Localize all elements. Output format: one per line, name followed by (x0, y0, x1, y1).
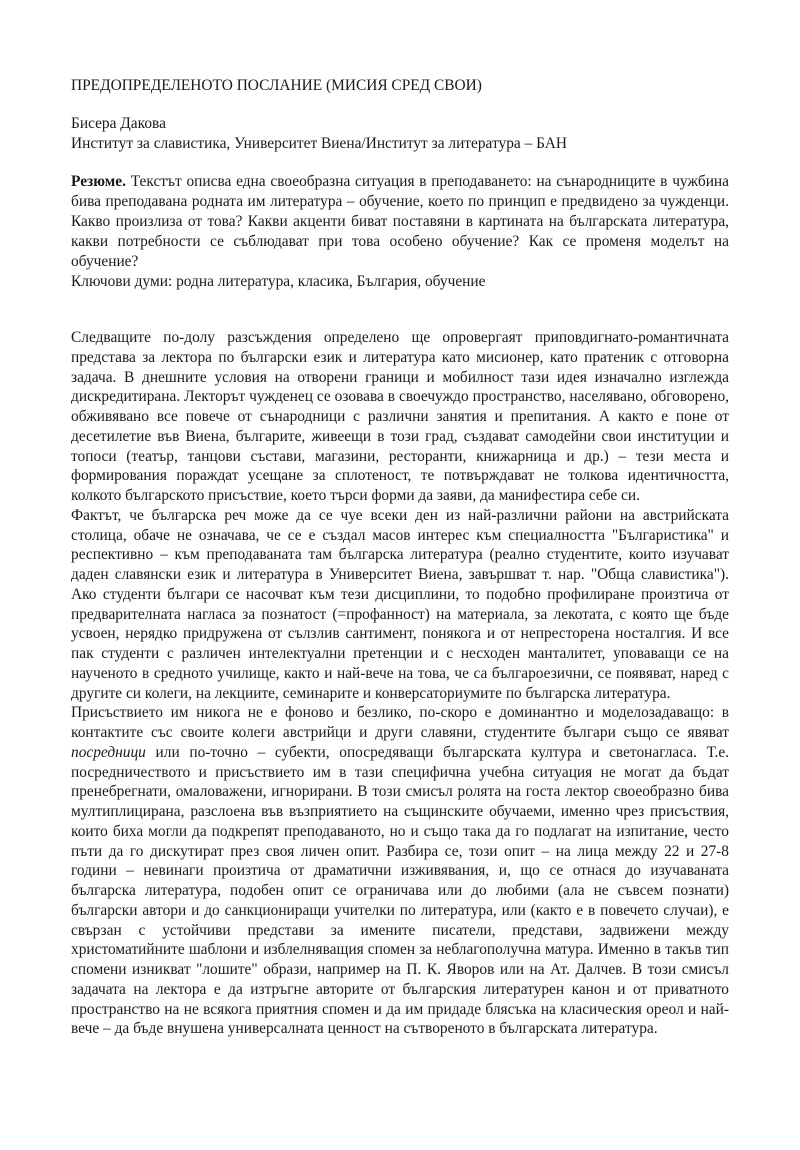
paragraph-3-emphasis: посредници (71, 743, 146, 761)
body-text (71, 328, 729, 1039)
author-block (71, 114, 729, 154)
paragraph-2: Фактът, че българска реч може да се чуе всеки ден из най-различни райони на австрийската столица, обаче не означава, че се е създал масов интерес към специалността "Българистика" и респективно – към преподаваната там българска литература (реално студентите, които изучават даден славянски език и литература в Университет Виена, завършват т. нар. "Обща славистика"). Ако студенти българи се насочват към тези дисциплини, то подобно профилиране произтича от предварителната нагласа за познатост (=профанност) на материала, за лекотата, с която ще бъде усвоен, нерядко придружена от сълзлив сантимент, понякога и от непресторена носталгия. И все пак студенти с различен интелектуални претенции и с несходен манталитет, уповаващи се на наученото в средното училище, както и най-вече на това, че са българоезични, се появяват, наред с другите си колеги, на лекциите, семинарите и конверсаториумите по българска литература. (71, 506, 729, 702)
abstract (71, 172, 729, 272)
paragraph-3-part-2: или по-точно – субекти, опосредяващи българската култура и светонагласа. Т.е. посредничеството и присъствието им в тази специфична учебна ситуация не могат да бъдат пренебрегнати, омаловажени, игнорирани. В този смисъл ролята на госта лектор своеобразно бива мултиплицирана, разслоена във възприятието на същинските обучаеми, именно чрез присъствия, които биха могли да подкрепят преподаваното, но и също така да го подлагат на изпитание, често пъти да го дискутират през своя личен опит. Разбира се, този опит – на лица между 22 и 27-8 години – невинаги произтича от драматични изживявания, и, що се отнася до изучаваната българска литература, подобен опит се ограничава или до любими (ала не съвсем познати) български автори и до санкциониращи учителки по литература, или (както е в повечето случаи), е свързан с устойчиви представи за имените писатели, представи, задвижени между христоматийните шаблони и изблелняващия спомен за неблагополучна матура. Именно в такъв тип спомени изникват "лошите" образи, например на П. К. Яворов или на Ат. Далчев. В този смисъл задачата на лектора е да изтръгне авторите от българския литературен канон и от приватното пространство на не всякога приятния спомен и да им придаде блясъка на класическия ореол и най-вече – да бъде внушена универсалната ценност на сътвореното в българската литература. (71, 743, 729, 1038)
abstract-label: Резюме. (71, 173, 126, 190)
paragraph-3-part-1: Присъствието им никога не е фоново и безлико, по-скоро е доминантно и моделозадаващо: в контактите със своите колеги австрийци и други славяни, студентите българи също се явяват (71, 704, 729, 741)
author-affiliation: Институт за славистика, Университет Виена/Институт за литература – БАН (71, 135, 567, 152)
paragraph-1: Следващите по-долу разсъждения определено ще опровергаят приповдигнато-романтичната представа за лектора по български език и литература като мисионер, като пратеник с отговорна задача. В днешните условия на отворени граници и мобилност тази идея изначално изглежда дискредитирана. Лекторът чужденец се озовава в своечуждо пространство, населявано, обговорено, обживявано все повече от сънародници с различни занятия и препитания. А както е поне от десетилетие във Виена, българите, живеещи в този град, създават самодейни свои институции и топоси (театър, танцови състави, магазини, ресторанти, книжарница и др.) – тези места и формирования пораждат усещане за сплотеност, те потвърждават не толкова идентичността, колкото българското присъствие, което търси форми да заяви, да манифестира себе си. (71, 329, 729, 504)
abstract-text: Текстът описва една своеобразна ситуация в преподаването: на сънародниците в чужбина бива преподавана родната им литература – обучение, което по принцип е предвидено за чужденци. Какво произлиза от това? Какви акценти биват поставяни в картината на българската литература, какви потребности се съблюдават при това особено обучение? Как се променя моделът на обучение? (71, 173, 729, 270)
paper-title: ПРЕДОПРЕДЕЛЕНОТО ПОСЛАНИЕ (МИСИЯ СРЕД СВОИ) (71, 77, 482, 94)
author-name: Бисера Дакова (71, 115, 166, 132)
paragraph-3 (71, 703, 729, 1039)
keywords: Ключови думи: родна литература, класика, България, обучение (71, 273, 486, 290)
